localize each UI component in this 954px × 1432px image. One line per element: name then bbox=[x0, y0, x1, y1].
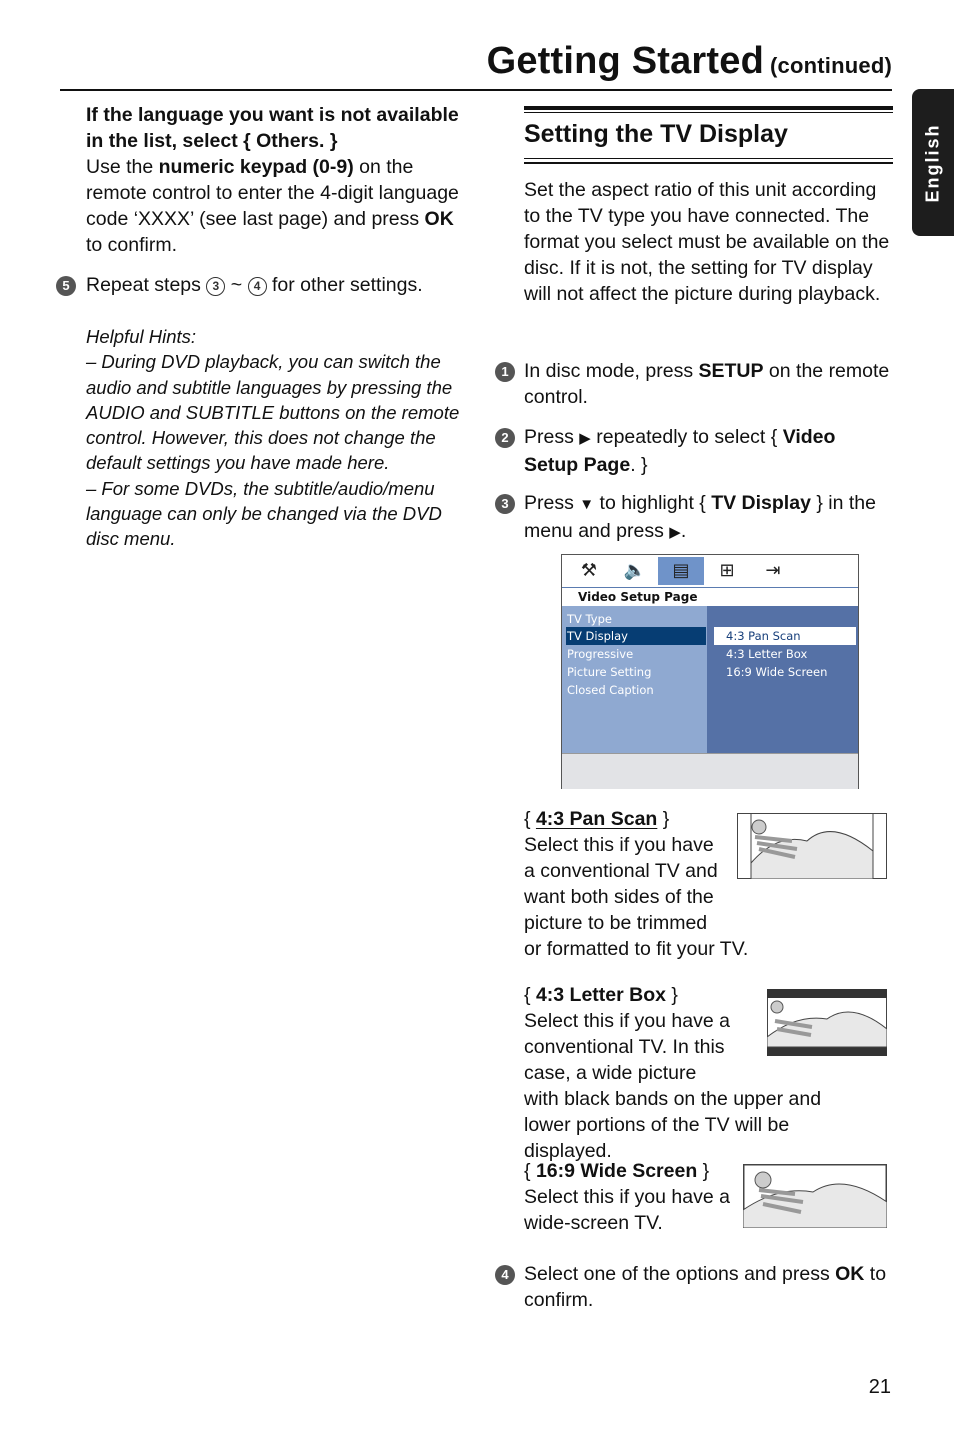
opt3-description: Select this if you have a wide-screen TV. bbox=[524, 1186, 730, 1234]
opt3-close-brace: } bbox=[697, 1160, 710, 1182]
header-rule bbox=[60, 89, 892, 91]
step-1-text bbox=[524, 358, 892, 410]
step-4-badge: 4 bbox=[495, 1265, 515, 1285]
opt3-open-brace: { bbox=[524, 1160, 536, 1182]
section-title: Setting the TV Display bbox=[524, 120, 788, 148]
step-2-number bbox=[495, 428, 515, 448]
section-rule-top bbox=[524, 106, 893, 110]
step-1-text-a: In disc mode, press bbox=[524, 360, 699, 382]
numeric-keypad-label: numeric keypad (0-9) bbox=[158, 156, 354, 178]
language-note-paragraph bbox=[86, 102, 461, 258]
section-intro: Set the aspect ratio of this unit according to the TV type you have connected. The format you select must be available on the disc. If it is not, the setting for TV display will not affect the picture during playback. bbox=[524, 179, 890, 305]
language-tab-label: English bbox=[922, 122, 943, 203]
step-3-number bbox=[495, 494, 515, 514]
step-2-text-b: repeatedly to select { bbox=[590, 426, 783, 448]
video-setup-icon: ▤ bbox=[658, 557, 704, 585]
right-arrow-icon: ▶ bbox=[669, 524, 681, 541]
general-setup-icon: ⚒ bbox=[580, 560, 598, 581]
step-4-number bbox=[495, 1265, 515, 1285]
step-4-text bbox=[524, 1261, 892, 1313]
language-note-text-c: on the remote control to enter the 4-digit language code ‘XXXX’ (see last page) and press bbox=[86, 156, 459, 230]
step-5-tilde: ~ bbox=[225, 274, 248, 296]
down-arrow-icon: ▼ bbox=[579, 496, 595, 513]
osd-option-letter-box: 4:3 Letter Box bbox=[726, 647, 808, 661]
step-2-text bbox=[524, 424, 892, 478]
hint-2: – For some DVDs, the subtitle/audio/menu language can only be changed via the DVD disc menu. bbox=[86, 477, 442, 550]
audio-setup-icon: 🔈 bbox=[623, 560, 647, 581]
setup-label: SETUP bbox=[698, 360, 764, 382]
opt2-description: Select this if you have a conventional TV. In this case, a wide picture with black bands on the upper and lower portions of the TV will be displayed. bbox=[524, 1010, 822, 1162]
step-2-text-a: Press bbox=[524, 426, 580, 448]
page-header-title bbox=[487, 40, 892, 83]
opt3-title: 16:9 Wide Screen bbox=[535, 1160, 698, 1182]
ok-label: OK bbox=[424, 208, 454, 230]
opt1-open-brace: { bbox=[524, 808, 536, 830]
language-note-text-e: to confirm. bbox=[86, 234, 178, 256]
page-number: 21 bbox=[868, 1376, 891, 1398]
section-rule-bottom-thin bbox=[524, 158, 893, 159]
step-3-text-e: . bbox=[680, 520, 687, 542]
opt2-open-brace: { bbox=[524, 984, 536, 1006]
step-5-badge: 5 bbox=[56, 276, 76, 296]
step-1-text-c: on the remote control. bbox=[524, 360, 890, 408]
step-5-text-a: Repeat steps bbox=[86, 274, 207, 296]
step-ref-4-badge: 4 bbox=[248, 277, 267, 296]
osd-option-pan-scan: 4:3 Pan Scan bbox=[714, 627, 856, 645]
language-note-bold: If the language you want is not available in the list, select { Others. } bbox=[86, 104, 459, 152]
section-rule-top-thin bbox=[524, 112, 893, 113]
osd-bottom-bar bbox=[562, 753, 858, 789]
tv-display-label: TV Display bbox=[711, 492, 811, 514]
step-5-text bbox=[86, 272, 466, 298]
video-setup-osd bbox=[561, 554, 859, 789]
opt2-title: 4:3 Letter Box bbox=[535, 984, 666, 1006]
step-4-text-c: to confirm. bbox=[524, 1263, 887, 1311]
opt1-close-brace: } bbox=[657, 808, 670, 830]
wide-screen-thumbnail bbox=[743, 1164, 887, 1228]
opt1-description: Select this if you have a conventional TV and want both sides of the picture to be trimmed or formatted to fit your TV. bbox=[524, 834, 749, 960]
preference-icon: ⊞ bbox=[719, 560, 735, 581]
osd-heading: Video Setup Page bbox=[562, 588, 858, 606]
language-tab bbox=[912, 89, 954, 236]
osd-item-tv-type: TV Type bbox=[567, 612, 612, 626]
step-3-text-b: to highlight { bbox=[594, 492, 712, 514]
osd-item-tv-display: TV Display bbox=[566, 627, 706, 645]
letter-box-thumbnail bbox=[767, 989, 887, 1056]
osd-item-picture-setting: Picture Setting bbox=[567, 665, 652, 679]
ok-label: OK bbox=[835, 1263, 865, 1285]
osd-item-closed-caption: Closed Caption bbox=[567, 683, 654, 697]
video-setup-page-label: Video Setup Page bbox=[524, 426, 836, 476]
pan-scan-thumbnail bbox=[737, 813, 887, 879]
step-5-number bbox=[56, 276, 76, 296]
header-title-text: Getting Started bbox=[486, 40, 765, 82]
step-1-badge: 1 bbox=[495, 362, 515, 382]
osd-option-wide-screen: 16:9 Wide Screen bbox=[726, 665, 828, 679]
section-rule-bottom bbox=[524, 162, 893, 164]
step-1-number bbox=[495, 362, 515, 382]
step-3-badge: 3 bbox=[495, 494, 515, 514]
step-2-badge: 2 bbox=[495, 428, 515, 448]
step-5-text-b: for other settings. bbox=[266, 274, 423, 296]
right-arrow-icon: ▶ bbox=[579, 430, 591, 447]
hint-1: – During DVD playback, you can switch the audio and subtitle languages by pressing the AUDIO and SUBTITLE buttons on the remote control. However, this does not change the default settings you have made here. bbox=[86, 351, 460, 474]
step-3-text-d: } in the menu and press bbox=[524, 492, 876, 542]
osd-icon-bar bbox=[562, 555, 858, 588]
opt2-close-brace: } bbox=[665, 984, 678, 1006]
helpful-hints bbox=[86, 324, 461, 552]
helpful-hints-title: Helpful Hints: bbox=[86, 326, 197, 347]
step-2-text-d: . } bbox=[630, 454, 648, 476]
header-continued: (continued) bbox=[770, 53, 892, 78]
opt1-title: 4:3 Pan Scan bbox=[535, 808, 658, 830]
step-3-text-a: Press bbox=[524, 492, 580, 514]
language-note-text-a: Use the bbox=[86, 156, 159, 178]
step-ref-3-badge: 3 bbox=[206, 277, 225, 296]
exit-icon: ⇥ bbox=[765, 560, 781, 581]
osd-item-progressive: Progressive bbox=[567, 647, 634, 661]
step-3-text bbox=[524, 490, 892, 546]
step-4-text-a: Select one of the options and press bbox=[524, 1263, 836, 1285]
